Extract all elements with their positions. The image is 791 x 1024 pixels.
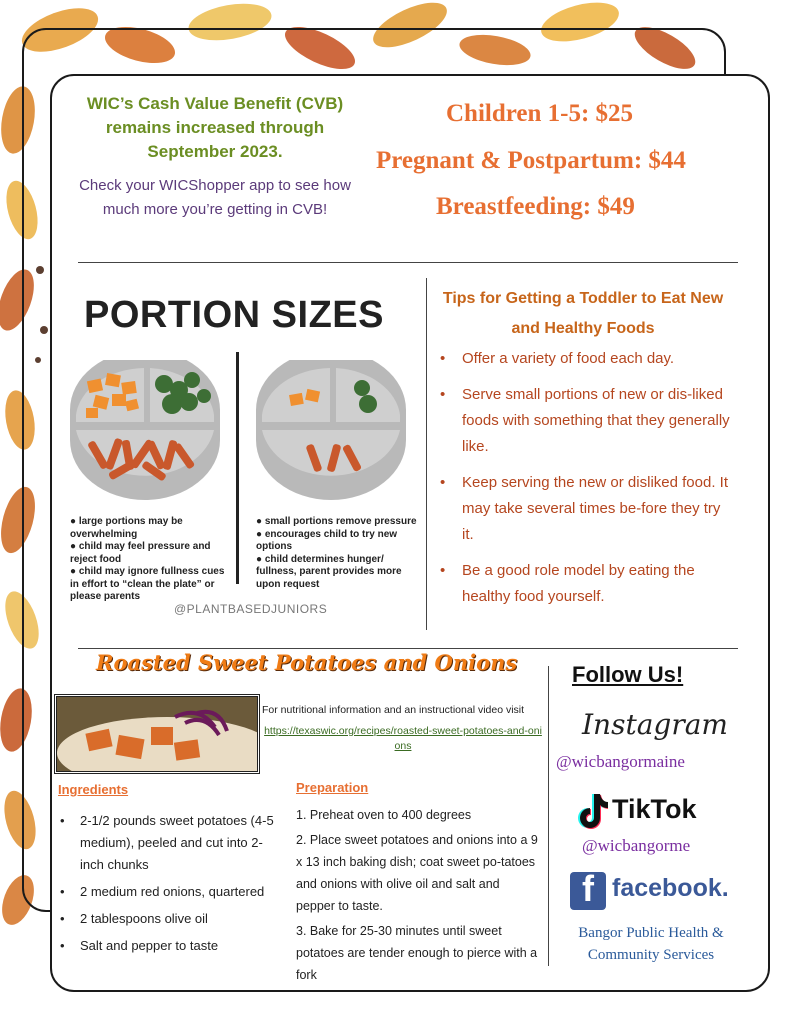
tip-item: • Keep serving the new or disliked food. It may take several times be-fore they try it. bbox=[438, 470, 730, 548]
portion-divider bbox=[236, 352, 239, 584]
ingredient-item: • 2 tablespoons olive oil bbox=[58, 908, 278, 930]
tiktok-logo bbox=[574, 792, 697, 835]
facebook-page-name[interactable]: Bangor Public Health & Community Services bbox=[578, 925, 724, 963]
tiktok-icon bbox=[574, 792, 608, 830]
tips-list bbox=[438, 346, 730, 620]
large-portion-note: ● child may ignore fullness cues in effort to “clean the plate” or please parents bbox=[70, 566, 225, 602]
ingredients-heading: Ingredients bbox=[58, 782, 129, 797]
tip-item: • Serve small portions of new or dis-liked foods with something that they generally like. bbox=[438, 382, 730, 460]
amount-pregnant-postpartum: Pregnant & Postpartum: $44 bbox=[376, 147, 686, 174]
large-portion-note: ● large portions may be overwhelming bbox=[70, 516, 183, 540]
small-portion-note: ● encourages child to try new options bbox=[256, 528, 398, 552]
divider-top bbox=[78, 262, 738, 263]
instagram-handle[interactable]: @wicbangormaine bbox=[556, 752, 685, 771]
divider-social-vertical bbox=[548, 666, 549, 966]
ingredient-item: • Salt and pepper to taste bbox=[58, 935, 278, 957]
facebook-wordmark: facebook. bbox=[612, 874, 729, 902]
preparation-step: 3. Bake for 25-30 minutes until sweet potatoes are tender enough to pierce with a fork bbox=[296, 924, 538, 982]
image-credit: @PLANTBASEDJUNIORS bbox=[174, 602, 328, 616]
ingredient-item: • 2-1/2 pounds sweet potatoes (4-5 medium), peeled and cut into 2-inch chunks bbox=[58, 810, 278, 876]
large-portion-plate bbox=[64, 360, 226, 500]
recipe-title: Roasted Sweet Potatoes and Onions bbox=[96, 650, 518, 675]
facebook-icon-glyph: f bbox=[582, 868, 594, 909]
recipe-photo bbox=[54, 694, 260, 774]
small-portion-note: ● small portions remove pressure bbox=[256, 516, 417, 527]
tips-title: Tips for Getting a Toddler to Eat New and Healthy Foods bbox=[442, 290, 724, 337]
facebook-icon bbox=[570, 868, 606, 910]
tip-item: • Be a good role model by eating the healthy food yourself. bbox=[438, 558, 730, 610]
cvb-note: Check your WICShopper app to see how much more you’re getting in CVB! bbox=[79, 177, 351, 218]
ingredients-list bbox=[58, 810, 278, 962]
ingredient-item: • 2 medium red onions, quartered bbox=[58, 881, 278, 903]
preparation-step: 2. Place sweet potatoes and onions into a 9 x 13 inch baking dish; coat sweet po-tatoes and onions with olive oil and salt and pepper to taste. bbox=[296, 833, 538, 913]
recipe-link[interactable]: https://texaswic.org/recipes/roasted-sweet-potatoes-and-onions bbox=[264, 725, 542, 752]
large-portion-note: ● child may feel pressure and reject food bbox=[70, 541, 211, 565]
tiktok-handle[interactable]: @wicbangorme bbox=[582, 836, 691, 855]
amount-children: Children 1-5: $25 bbox=[446, 100, 634, 127]
follow-us-heading: Follow Us! bbox=[572, 662, 684, 687]
large-portion-notes bbox=[70, 516, 230, 604]
portion-title: PORTION SIZES bbox=[84, 294, 384, 336]
preparation-heading: Preparation bbox=[296, 780, 369, 795]
portion-sizes-infographic bbox=[64, 284, 422, 626]
divider-bottom bbox=[78, 648, 738, 649]
tiktok-wordmark: TikTok bbox=[612, 794, 697, 824]
small-portion-notes bbox=[256, 516, 418, 591]
preparation-step: 1. Preheat oven to 400 degrees bbox=[296, 808, 472, 822]
small-portion-note: ● child determines hunger/ fullness, parent provides more upon request bbox=[256, 553, 402, 590]
video-info-text: For nutritional information and an instructional video visit bbox=[262, 704, 525, 716]
tip-item: • Offer a variety of food each day. bbox=[438, 346, 730, 372]
small-portion-plate bbox=[250, 360, 412, 500]
divider-middle-vertical bbox=[426, 278, 427, 630]
preparation-steps bbox=[296, 804, 540, 989]
instagram-wordmark: Instagram bbox=[582, 708, 728, 741]
amount-breastfeeding: Breastfeeding: $49 bbox=[436, 193, 635, 220]
cvb-headline: WIC’s Cash Value Benefit (CVB) remains increased through September 2023. bbox=[86, 94, 344, 161]
